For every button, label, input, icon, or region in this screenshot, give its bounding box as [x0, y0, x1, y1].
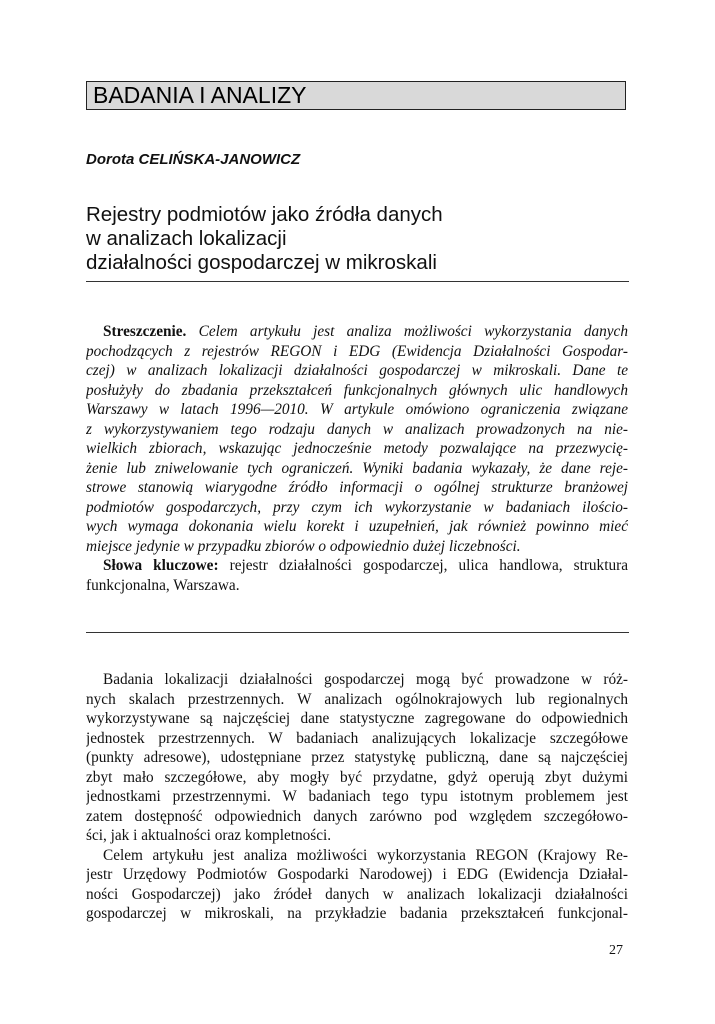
- body-text: [86, 670, 628, 924]
- abstract-rule: [86, 632, 629, 633]
- abstract-line: miejsce jedynie w przypadku zbiorów o odpowiednio dużej liczebności.: [86, 537, 521, 555]
- abstract-line: wych wymaga dokonania wielu korekt i uzupełnień, jak również powinno mieć: [86, 518, 628, 535]
- keywords-text: rejestr działalności gospodarczej, ulica handlowa, struktura: [218, 557, 628, 574]
- title-rule: [86, 281, 629, 282]
- title-line: działalności gospodarczej w mikroskali: [86, 251, 437, 274]
- body-line: (punkty adresowe), udostępniane przez statystykę publiczną, dane są najczęściej: [86, 749, 628, 766]
- body-line: jednostkami przestrzennymi. W badaniach tego typu istotnym problemem jest: [86, 788, 628, 805]
- body-line: zbyt mało szczegółowe, aby mogły być przydatne, gdyż operują zbyt dużymi: [86, 768, 628, 786]
- author-name: Dorota CELIŃSKA-JANOWICZ: [86, 151, 301, 168]
- body-line: ści, jak i aktualności oraz kompletności.: [86, 827, 332, 844]
- body-line: Badania lokalizacji działalności gospodarczej mogą być prowadzone w róż-: [103, 671, 628, 688]
- section-label-box: [86, 81, 626, 110]
- title-line: w analizach lokalizacji: [86, 227, 287, 250]
- title-line: Rejestry podmiotów jako źródła danych: [86, 203, 443, 226]
- abstract: [86, 322, 628, 595]
- section-label: BADANIA I ANALIZY: [93, 82, 307, 108]
- abstract-text: Celem artykułu jest analiza możliwości wykorzystania danych: [186, 323, 628, 340]
- body-line: jestr Urzędowy Podmiotów Gospodarki Narodowej) i EDG (Ewidencja Działal-: [86, 866, 628, 883]
- page-number: 27: [609, 943, 623, 958]
- abstract-line: żenie lub zniwelowanie tych ograniczeń. Wyniki badania wykazały, że dane reje-: [86, 459, 628, 477]
- keywords-line: [86, 556, 628, 576]
- abstract-line: wielkich zbiorach, wskazując jednocześnie metody pozwalające na przezwycię-: [86, 440, 628, 457]
- abstract-line: z wykorzystywaniem tego rodzaju danych w analizach prowadzonych na nie-: [86, 420, 628, 438]
- body-line: gospodarczej w mikroskali, na przykładzie badania przekształceń funkcjonal-: [86, 905, 628, 922]
- abstract-line: pochodzących z rejestrów REGON i EDG (Ewidencja Działalności Gospodar-: [86, 342, 628, 360]
- body-line: nych skalach przestrzennych. W analizach ogólnokrajowych lub regionalnych: [86, 690, 628, 708]
- abstract-label: Streszczenie.: [103, 323, 187, 340]
- body-line: wykorzystywane są najczęściej dane statystyczne zagregowane do odpowiednich: [86, 710, 628, 727]
- abstract-line: posłużyły do zbadania przekształceń funkcjonalnych głównych ulic handlowych: [86, 381, 628, 399]
- abstract-line: podmiotów gospodarczych, przy czym ich wykorzystanie w badaniach ilościo-: [86, 498, 628, 516]
- body-line: Celem artykułu jest analiza możliwości wykorzystania REGON (Krajowy Re-: [103, 846, 628, 864]
- abstract-line: Warszawy w latach 1996—2010. W artykule omówiono ograniczenia związane: [86, 401, 628, 418]
- article-title: [86, 203, 631, 275]
- body-line: ności Gospodarczej) jako źródeł danych w analizach lokalizacji działalności: [86, 885, 628, 903]
- body-line: zatem dostępność odpowiednich danych zarówno pod względem szczegółowo-: [86, 807, 628, 825]
- abstract-line: strowe stanowią wiarygodne źródło informacji o ogólnej strukturze branżowej: [86, 479, 628, 496]
- keywords-line: funkcjonalna, Warszawa.: [86, 576, 240, 594]
- abstract-line: czej) w analizach lokalizacji działalności gospodarczej w mikroskali. Dane te: [86, 362, 628, 379]
- body-line: jednostek przestrzennych. W badaniach analizujących lokalizacje szczegółowe: [86, 729, 628, 747]
- abstract-line: [86, 322, 628, 342]
- keywords-label: Słowa kluczowe:: [103, 557, 219, 574]
